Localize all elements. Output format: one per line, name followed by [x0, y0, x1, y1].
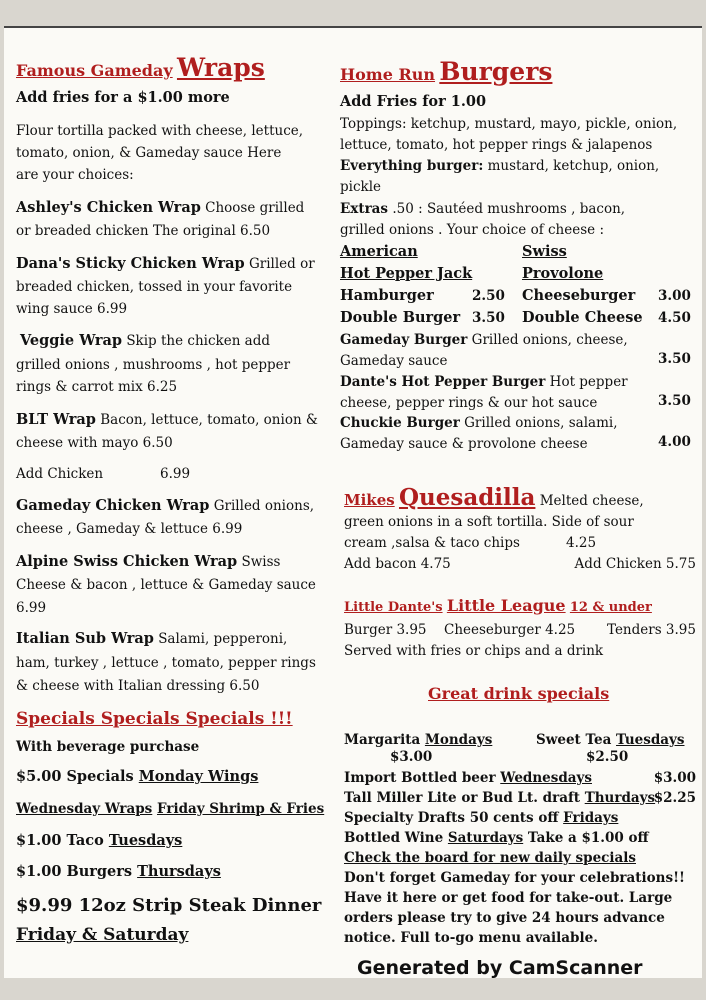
quesadilla-line3: cream ,salsa & taco chips	[344, 535, 520, 551]
veggie-wrap-line3: rings & carrot mix 6.25	[16, 379, 178, 395]
quesadilla-desc: Melted cheese,	[539, 493, 644, 509]
veggie-wrap-name: Veggie Wrap	[20, 332, 123, 349]
gameday-burger-price: 3.50	[658, 351, 691, 367]
everything-burger-label: Everything burger:	[340, 158, 484, 174]
extras-line2: grilled onions . Your choice of cheese :	[340, 222, 604, 238]
extras	[340, 201, 625, 217]
special-taco	[16, 833, 182, 849]
blt-wrap-line2: cheese with mayo 6.50	[16, 435, 173, 451]
alpine-wrap-name: Alpine Swiss Chicken Wrap	[16, 553, 238, 570]
burgers-toppings-1: Toppings: ketchup, mustard, mayo, pickle, onion,	[340, 116, 678, 132]
little-league-note: Served with fries or chips and a drink	[344, 643, 604, 659]
double-burger: Double Burger	[340, 309, 461, 326]
drink-sweet-tea-day: Tuesdays	[616, 732, 685, 748]
quesadilla-heading-small: Mikes	[344, 491, 395, 509]
specials-subheading: With beverage purchase	[16, 739, 200, 755]
ashley-wrap-line2: or breaded chicken The original 6.50	[16, 223, 271, 239]
dantes-burger-name: Dante's Hot Pepper Burger	[340, 374, 546, 390]
drinks-celebrations: Don't forget Gameday for your celebrations!!	[344, 870, 685, 886]
wraps-intro-1: Flour tortilla packed with cheese, lettuce,	[16, 123, 304, 139]
chuckie-burger-line2: Gameday sauce & provolone cheese	[340, 436, 588, 452]
gameday-burger-desc: Grilled onions, cheese,	[467, 332, 628, 348]
gameday-chicken-wrap-desc: Grilled onions,	[213, 498, 315, 514]
cheese-swiss: Swiss	[522, 243, 567, 260]
quesadilla-price: 4.25	[566, 535, 597, 551]
drink-wine-label: Bottled Wine	[344, 830, 448, 846]
special-burgers	[16, 864, 221, 880]
little-league-burger: Burger 3.95	[344, 622, 427, 638]
drink-wine	[344, 830, 649, 846]
special-taco-day: Tuesdays	[108, 832, 183, 849]
drink-import-label: Import Bottled beer	[344, 770, 501, 786]
dana-wrap-line3: wing sauce 6.99	[16, 301, 128, 317]
alpine-wrap	[16, 554, 280, 570]
burgers-heading-small: Home Run	[340, 65, 436, 84]
cheeseburger-price: 3.00	[658, 288, 691, 304]
gameday-burger-line2: Gameday sauce	[340, 353, 448, 369]
add-chicken-label: Add Chicken	[16, 466, 104, 482]
drink-specialty	[344, 810, 618, 826]
little-league-tenders: Tenders 3.95	[606, 622, 696, 638]
special-monday	[16, 769, 258, 785]
drink-tall-draft-day: Thurdays	[584, 790, 656, 806]
quesadilla-bacon: Add bacon 4.75	[344, 556, 451, 572]
blt-wrap	[16, 412, 318, 428]
special-taco-pre: $1.00 Taco	[16, 832, 109, 849]
ashley-wrap-desc: Choose grilled	[205, 200, 305, 216]
dantes-burger-desc: Hot pepper	[545, 374, 628, 390]
little-league-heading-b: Little League	[446, 596, 566, 615]
chuckie-burger	[340, 415, 618, 431]
drink-margarita-price: $3.00	[390, 749, 433, 765]
add-chicken-price: 6.99	[160, 466, 191, 482]
wraps-intro-2: tomato, onion, & Gameday sauce Here	[16, 145, 282, 161]
cheese-hot-pepper-jack: Hot Pepper Jack	[340, 265, 473, 282]
dana-wrap-desc: Grilled or	[248, 256, 315, 272]
drink-margarita-label: Margarita	[344, 732, 425, 748]
burgers-heading	[340, 58, 552, 86]
drink-tall-draft	[344, 790, 655, 806]
drink-margarita-day: Mondays	[424, 732, 493, 748]
special-wed-fri	[16, 801, 324, 817]
double-cheese: Double Cheese	[522, 309, 643, 326]
drink-sweet-tea-price: $2.50	[586, 749, 629, 765]
special-friday: Friday Shrimp & Fries	[156, 801, 325, 817]
wraps-heading-big: Wraps	[176, 53, 265, 82]
little-league-heading-a: Little Dante's	[344, 600, 443, 615]
chuckie-burger-name: Chuckie Burger	[340, 415, 460, 431]
dana-wrap-line2: breaded chicken, tossed in your favorite	[16, 279, 293, 295]
drink-sweet-tea	[536, 732, 684, 748]
dana-wrap-name: Dana's Sticky Chicken Wrap	[16, 255, 245, 272]
blt-wrap-desc: Bacon, lettuce, tomato, onion &	[100, 412, 318, 428]
wraps-heading	[16, 54, 265, 82]
everything-burger-desc: mustard, ketchup, onion,	[483, 158, 660, 174]
burgers-fries: Add Fries for 1.00	[340, 93, 487, 110]
drink-wine-offer: Take a $1.00 off	[523, 830, 649, 846]
italian-wrap-name: Italian Sub Wrap	[16, 630, 154, 647]
extras-label: Extras	[340, 201, 389, 217]
drinks-heading: Great drink specials	[428, 684, 610, 703]
takeout-note-1: Have it here or get food for take-out. Large	[344, 890, 673, 906]
special-monday-day: Monday Wings	[138, 768, 259, 785]
drink-import-price: $3.00	[653, 770, 696, 786]
everything-burger	[340, 158, 659, 174]
takeout-note-3: notice. Full to-go menu available.	[344, 930, 598, 946]
ashley-wrap	[16, 200, 304, 216]
alpine-wrap-line3: 6.99	[16, 600, 47, 616]
drink-wine-day: Saturdays	[447, 830, 524, 846]
menu-page	[4, 26, 702, 978]
specials-heading: Specials Specials Specials !!!	[16, 709, 293, 729]
quesadilla-heading	[344, 484, 644, 512]
drink-specialty-day: Fridays	[563, 810, 619, 826]
double-burger-price: 3.50	[472, 310, 505, 326]
little-league-heading-c: 12 & under	[569, 600, 652, 615]
cheeseburger: Cheeseburger	[522, 287, 636, 304]
little-league-cheeseburger: Cheeseburger 4.25	[444, 622, 576, 638]
drink-import-day: Wednesdays	[500, 770, 592, 786]
alpine-wrap-line2: Cheese & bacon , lettuce & Gameday sauce	[16, 577, 316, 593]
chuckie-burger-price: 4.00	[658, 434, 691, 450]
special-steak: $9.99 12oz Strip Steak Dinner	[16, 895, 322, 916]
burgers-toppings-2: lettuce, tomato, hot pepper rings & jalapenos	[340, 137, 653, 153]
blt-wrap-name: BLT Wrap	[16, 411, 96, 428]
drink-tall-draft-price: $2.25	[653, 790, 696, 806]
extras-desc: .50 : Sautéed mushrooms , bacon,	[388, 201, 626, 217]
quesadilla-line2: green onions in a soft tortilla. Side of sour	[344, 514, 634, 530]
drink-specialty-label: Specialty Drafts 50 cents off	[344, 810, 564, 826]
quesadilla-heading-big: Quesadilla	[398, 484, 536, 511]
drink-import	[344, 770, 592, 786]
takeout-note-2: orders please try to give 24 hours advance	[344, 910, 665, 926]
wraps-intro-3: are your choices:	[16, 167, 134, 183]
gameday-burger-name: Gameday Burger	[340, 332, 468, 348]
hamburger: Hamburger	[340, 287, 434, 304]
special-burgers-pre: $1.00 Burgers	[16, 863, 138, 880]
cheese-american: American	[340, 243, 418, 260]
dantes-burger-line2: cheese, pepper rings & our hot sauce	[340, 395, 598, 411]
special-wednesday: Wednesday Wraps	[16, 801, 153, 817]
gameday-chicken-wrap-line2: cheese , Gameday & lettuce 6.99	[16, 521, 243, 537]
dantes-burger-price: 3.50	[658, 393, 691, 409]
italian-wrap	[16, 631, 287, 647]
hamburger-price: 2.50	[472, 288, 505, 304]
drink-sweet-tea-label: Sweet Tea	[536, 732, 617, 748]
italian-wrap-desc: Salami, pepperoni,	[158, 631, 288, 647]
double-cheese-price: 4.50	[658, 310, 691, 326]
veggie-wrap	[20, 333, 270, 349]
italian-wrap-line2: ham, turkey , lettuce , tomato, pepper rings	[16, 655, 316, 671]
special-steak-days: Friday & Saturday	[16, 925, 189, 945]
special-monday-pre: $5.00 Specials	[16, 768, 139, 785]
everything-burger-line2: pickle	[340, 179, 382, 195]
italian-wrap-line3: & cheese with Italian dressing 6.50	[16, 678, 260, 694]
drink-tall-draft-label: Tall Miller Lite or Bud Lt. draft	[344, 790, 585, 806]
veggie-wrap-desc: Skip the chicken add	[126, 333, 271, 349]
veggie-wrap-line2: grilled onions , mushrooms , hot pepper	[16, 357, 291, 373]
gameday-chicken-wrap	[16, 498, 314, 514]
alpine-wrap-desc: Swiss	[241, 554, 281, 570]
ashley-wrap-name: Ashley's Chicken Wrap	[16, 199, 201, 216]
burgers-heading-big: Burgers	[439, 57, 553, 86]
gameday-burger	[340, 332, 628, 348]
quesadilla-chicken: Add Chicken 5.75	[574, 556, 696, 572]
little-league-heading	[344, 598, 652, 616]
special-burgers-day: Thursdays	[137, 863, 221, 880]
gameday-chicken-wrap-name: Gameday Chicken Wrap	[16, 497, 210, 514]
camscanner-watermark: Generated by CamScanner	[357, 957, 643, 979]
drinks-check-board: Check the board for new daily specials	[344, 850, 636, 866]
wraps-fries: Add fries for a $1.00 more	[16, 89, 230, 106]
chuckie-burger-desc: Grilled onions, salami,	[459, 415, 618, 431]
drink-margarita	[344, 732, 492, 748]
cheese-provolone: Provolone	[522, 265, 604, 282]
dantes-burger	[340, 374, 628, 390]
dana-wrap	[16, 256, 315, 272]
wraps-heading-small: Famous Gameday	[16, 61, 173, 80]
